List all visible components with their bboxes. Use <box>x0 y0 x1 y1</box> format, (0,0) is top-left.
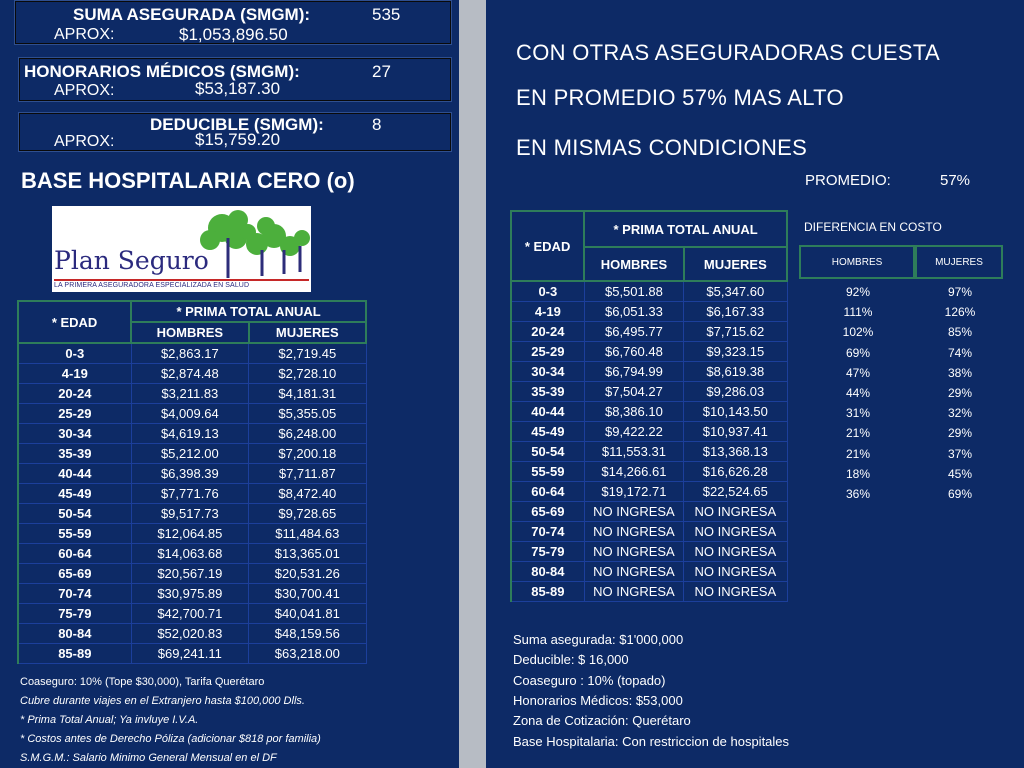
hombres-cell: $7,504.27 <box>584 382 683 402</box>
hombres-cell: $6,398.39 <box>131 464 248 484</box>
age-cell: 60-64 <box>511 482 584 502</box>
table-row <box>18 524 366 544</box>
deducible-value: 8 <box>372 115 382 134</box>
diff-mujeres-value: 69% <box>947 487 973 501</box>
table-row <box>18 424 366 444</box>
age-cell: 65-69 <box>511 502 584 522</box>
mujeres-cell: $6,167.33 <box>684 302 787 322</box>
mujeres-cell: $11,484.63 <box>249 524 366 544</box>
diff-hombres-value: 92% <box>845 285 871 299</box>
diff-mujeres-value: 85% <box>947 325 973 340</box>
hombres-cell: $2,863.17 <box>131 343 248 364</box>
hombres-header: HOMBRES <box>584 247 683 281</box>
mujeres-cell: $22,524.65 <box>684 482 787 502</box>
hombres-cell: $14,063.68 <box>131 544 248 564</box>
footnote: * Prima Total Anual; Ya invluye I.V.A. <box>20 714 199 726</box>
hombres-cell: $12,064.85 <box>131 524 248 544</box>
age-cell: 4-19 <box>511 302 584 322</box>
hombres-cell: $30,975.89 <box>131 584 248 604</box>
age-cell: 45-49 <box>511 422 584 442</box>
logo-name: Plan Seguro <box>54 246 209 275</box>
table-row <box>511 462 787 482</box>
table-row <box>18 624 366 644</box>
hombres-cell: NO INGRESA <box>584 522 683 542</box>
hombres-header: HOMBRES <box>131 322 248 343</box>
suma-value: 535 <box>372 5 401 24</box>
mujeres-cell: $7,715.62 <box>684 322 787 342</box>
hombres-cell: $20,567.19 <box>131 564 248 584</box>
mujeres-cell: $4,181.31 <box>249 384 366 404</box>
mujeres-cell: NO INGRESA <box>684 582 787 602</box>
base-hospitalaria-title: BASE HOSPITALARIA CERO (o) <box>21 168 355 193</box>
mujeres-cell: $9,728.65 <box>249 504 366 524</box>
hombres-cell: $6,794.99 <box>584 362 683 382</box>
mujeres-cell: $9,286.03 <box>684 382 787 402</box>
mujeres-cell: $7,711.87 <box>249 464 366 484</box>
mujeres-header: MUJERES <box>684 247 787 281</box>
footnote: S.M.G.M.: Salario Minimo General Mensual en el DF <box>20 752 277 764</box>
hombres-cell: $5,501.88 <box>584 281 683 302</box>
diff-mujeres-value: 126% <box>944 305 976 320</box>
mujeres-cell: $13,368.13 <box>684 442 787 462</box>
table-row <box>511 382 787 402</box>
age-cell: 25-29 <box>511 342 584 362</box>
age-cell: 85-89 <box>511 582 584 602</box>
table-row <box>511 502 787 522</box>
edad-header: * EDAD <box>511 211 584 281</box>
age-cell: 80-84 <box>511 562 584 582</box>
promedio-label: PROMEDIO: <box>805 172 891 189</box>
hombres-cell: $42,700.71 <box>131 604 248 624</box>
hombres-cell: NO INGRESA <box>584 542 683 562</box>
table-row <box>511 322 787 342</box>
diff-hombres-value: 21% <box>845 426 871 441</box>
hombres-cell: $6,051.33 <box>584 302 683 322</box>
hombres-cell: $7,771.76 <box>131 484 248 504</box>
age-cell: 70-74 <box>18 584 131 604</box>
table-row <box>18 544 366 564</box>
diff-mujeres-value: 97% <box>947 285 973 299</box>
age-cell: 25-29 <box>18 404 131 424</box>
table-row <box>18 444 366 464</box>
age-cell: 40-44 <box>18 464 131 484</box>
age-cell: 0-3 <box>18 343 131 364</box>
left-rates-table <box>17 300 367 664</box>
suma-label: SUMA ASEGURADA (SMGM): <box>73 5 311 24</box>
honorarios-label: HONORARIOS MÉDICOS (SMGM): <box>24 62 300 81</box>
prima-header: * PRIMA TOTAL ANUAL <box>131 301 366 322</box>
table-row <box>511 442 787 462</box>
mujeres-cell: $16,626.28 <box>684 462 787 482</box>
mujeres-cell: $5,355.05 <box>249 404 366 424</box>
vertical-divider <box>459 0 486 768</box>
suma-approx-label: APROX: <box>54 26 115 43</box>
hombres-cell: $6,760.48 <box>584 342 683 362</box>
age-cell: 70-74 <box>511 522 584 542</box>
age-cell: 4-19 <box>18 364 131 384</box>
mujeres-cell: $48,159.56 <box>249 624 366 644</box>
hombres-cell: $4,619.13 <box>131 424 248 444</box>
headline-line1: CON OTRAS ASEGURADORAS CUESTA <box>516 40 940 65</box>
mujeres-cell: $63,218.00 <box>249 644 366 664</box>
hombres-cell: NO INGRESA <box>584 582 683 602</box>
table-row <box>18 644 366 664</box>
table-row <box>18 364 366 384</box>
mujeres-cell: $30,700.41 <box>249 584 366 604</box>
hombres-cell: $6,495.77 <box>584 322 683 342</box>
honorarios-approx-label: APROX: <box>54 82 115 99</box>
footnote: Cubre durante viajes en el Extranjero hasta $100,000 Dlls. <box>20 695 305 707</box>
age-cell: 75-79 <box>18 604 131 624</box>
diff-mujeres-value: 37% <box>947 446 973 461</box>
quote-condition: Suma asegurada: $1'000,000 <box>513 632 684 647</box>
right-rates-table <box>510 210 788 602</box>
table-row <box>18 584 366 604</box>
table-row <box>511 542 787 562</box>
headline-line2: EN PROMEDIO 57% MAS ALTO <box>516 85 844 110</box>
diff-mujeres-value: 45% <box>947 466 973 481</box>
table-row <box>511 342 787 362</box>
table-row <box>511 281 787 302</box>
hombres-cell: $14,266.61 <box>584 462 683 482</box>
table-row <box>18 464 366 484</box>
hombres-cell: $19,172.71 <box>584 482 683 502</box>
deducible-label: DEDUCIBLE (SMGM): <box>150 115 324 134</box>
mujeres-cell: NO INGRESA <box>684 522 787 542</box>
mujeres-cell: $2,728.10 <box>249 364 366 384</box>
mujeres-cell: $10,937.41 <box>684 422 787 442</box>
table-row <box>18 343 366 364</box>
mujeres-cell: $6,248.00 <box>249 424 366 444</box>
headline-line3: EN MISMAS CONDICIONES <box>516 135 808 160</box>
hombres-cell: $69,241.11 <box>131 644 248 664</box>
table-row <box>511 562 787 582</box>
mujeres-cell: $20,531.26 <box>249 564 366 584</box>
mujeres-cell: $8,472.40 <box>249 484 366 504</box>
quote-condition: Base Hospitalaria: Con restriccion de hospitales <box>513 733 790 749</box>
diff-hombres-value: 31% <box>845 406 871 421</box>
table-row <box>511 522 787 542</box>
diff-hombres-value: 44% <box>845 386 871 400</box>
hombres-cell: NO INGRESA <box>584 562 683 582</box>
quote-condition: Coaseguro : 10% (topado) <box>513 672 666 688</box>
prima-header: * PRIMA TOTAL ANUAL <box>584 211 787 247</box>
age-cell: 35-39 <box>18 444 131 464</box>
diff-hombres-value: 47% <box>845 365 871 380</box>
diff-hombres-value: 69% <box>845 345 871 360</box>
info-box-deducible <box>19 113 451 151</box>
age-cell: 60-64 <box>18 544 131 564</box>
table-row <box>511 582 787 602</box>
diff-mujeres-header: MUJERES <box>915 245 1003 279</box>
diff-mujeres-value: 74% <box>947 345 973 360</box>
plan-seguro-logo <box>52 206 311 292</box>
footnote: * Costos antes de Derecho Póliza (adicionar $818 por familia) <box>20 733 321 745</box>
hombres-cell: $8,386.10 <box>584 402 683 422</box>
age-cell: 50-54 <box>18 504 131 524</box>
table-row <box>18 404 366 424</box>
mujeres-cell: $10,143.50 <box>684 402 787 422</box>
quote-condition: Deducible: $ 16,000 <box>513 652 629 668</box>
mujeres-cell: $5,347.60 <box>684 281 787 302</box>
diff-hombres-value: 102% <box>842 325 874 340</box>
quote-condition: Honorarios Médicos: $53,000 <box>513 692 683 708</box>
mujeres-cell: NO INGRESA <box>684 502 787 522</box>
info-box-honorarios <box>19 58 451 101</box>
suma-approx-value: $1,053,896.50 <box>179 25 288 44</box>
hombres-cell: $11,553.31 <box>584 442 683 462</box>
hombres-cell: $3,211.83 <box>131 384 248 404</box>
diff-mujeres-value: 38% <box>947 365 973 380</box>
table-row <box>18 604 366 624</box>
table-row <box>18 564 366 584</box>
table-row <box>18 384 366 404</box>
age-cell: 40-44 <box>511 402 584 422</box>
mujeres-cell: $9,323.15 <box>684 342 787 362</box>
edad-header: * EDAD <box>18 301 131 343</box>
table-row <box>18 484 366 504</box>
mujeres-cell: NO INGRESA <box>684 562 787 582</box>
diferencia-header: DIFERENCIA EN COSTO <box>804 220 942 234</box>
age-cell: 85-89 <box>18 644 131 664</box>
age-cell: 30-34 <box>511 362 584 382</box>
deducible-approx-value: $15,759.20 <box>195 130 281 149</box>
diff-mujeres-value: 29% <box>947 386 973 400</box>
age-cell: 35-39 <box>511 382 584 402</box>
mujeres-cell: $40,041.81 <box>249 604 366 624</box>
age-cell: 65-69 <box>18 564 131 584</box>
deducible-approx-label: APROX: <box>54 133 115 150</box>
hombres-cell: $9,422.22 <box>584 422 683 442</box>
table-row <box>511 482 787 502</box>
quote-condition: Zona de Cotización: Querétaro <box>513 713 691 729</box>
diff-hombres-value: 18% <box>845 466 871 481</box>
mujeres-cell: $8,619.38 <box>684 362 787 382</box>
age-cell: 20-24 <box>18 384 131 404</box>
mujeres-cell: NO INGRESA <box>684 542 787 562</box>
hombres-cell: $5,212.00 <box>131 444 248 464</box>
age-cell: 0-3 <box>511 281 584 302</box>
age-cell: 30-34 <box>18 424 131 444</box>
table-row <box>511 302 787 322</box>
logo-tagline: LA PRIMERA ASEGURADORA ESPECIALIZADA EN SALUD <box>54 282 250 289</box>
mujeres-cell: $2,719.45 <box>249 343 366 364</box>
hombres-cell: $52,020.83 <box>131 624 248 644</box>
table-row <box>511 362 787 382</box>
hombres-cell: $2,874.48 <box>131 364 248 384</box>
diff-hombres-header: HOMBRES <box>799 245 915 279</box>
mujeres-cell: $13,365.01 <box>249 544 366 564</box>
diff-hombres-value: 111% <box>843 305 873 320</box>
diff-mujeres-value: 29% <box>947 426 973 441</box>
table-row <box>511 402 787 422</box>
mujeres-header: MUJERES <box>249 322 366 343</box>
age-cell: 75-79 <box>511 542 584 562</box>
footnote: Coaseguro: 10% (Tope $30,000), Tarifa Querétaro <box>20 676 265 688</box>
age-cell: 45-49 <box>18 484 131 504</box>
age-cell: 20-24 <box>511 322 584 342</box>
diff-mujeres-value: 32% <box>947 406 973 421</box>
table-row <box>511 422 787 442</box>
honorarios-approx-value: $53,187.30 <box>195 79 281 98</box>
age-cell: 50-54 <box>511 442 584 462</box>
info-box-suma-asegurada <box>15 1 451 44</box>
mujeres-cell: $7,200.18 <box>249 444 366 464</box>
table-row <box>18 504 366 524</box>
age-cell: 80-84 <box>18 624 131 644</box>
age-cell: 55-59 <box>511 462 584 482</box>
diff-hombres-value: 36% <box>845 487 871 501</box>
honorarios-value: 27 <box>372 62 391 81</box>
hombres-cell: $4,009.64 <box>131 404 248 424</box>
hombres-cell: NO INGRESA <box>584 502 683 522</box>
diff-hombres-value: 21% <box>845 446 871 461</box>
promedio-value: 57% <box>940 172 971 189</box>
age-cell: 55-59 <box>18 524 131 544</box>
hombres-cell: $9,517.73 <box>131 504 248 524</box>
